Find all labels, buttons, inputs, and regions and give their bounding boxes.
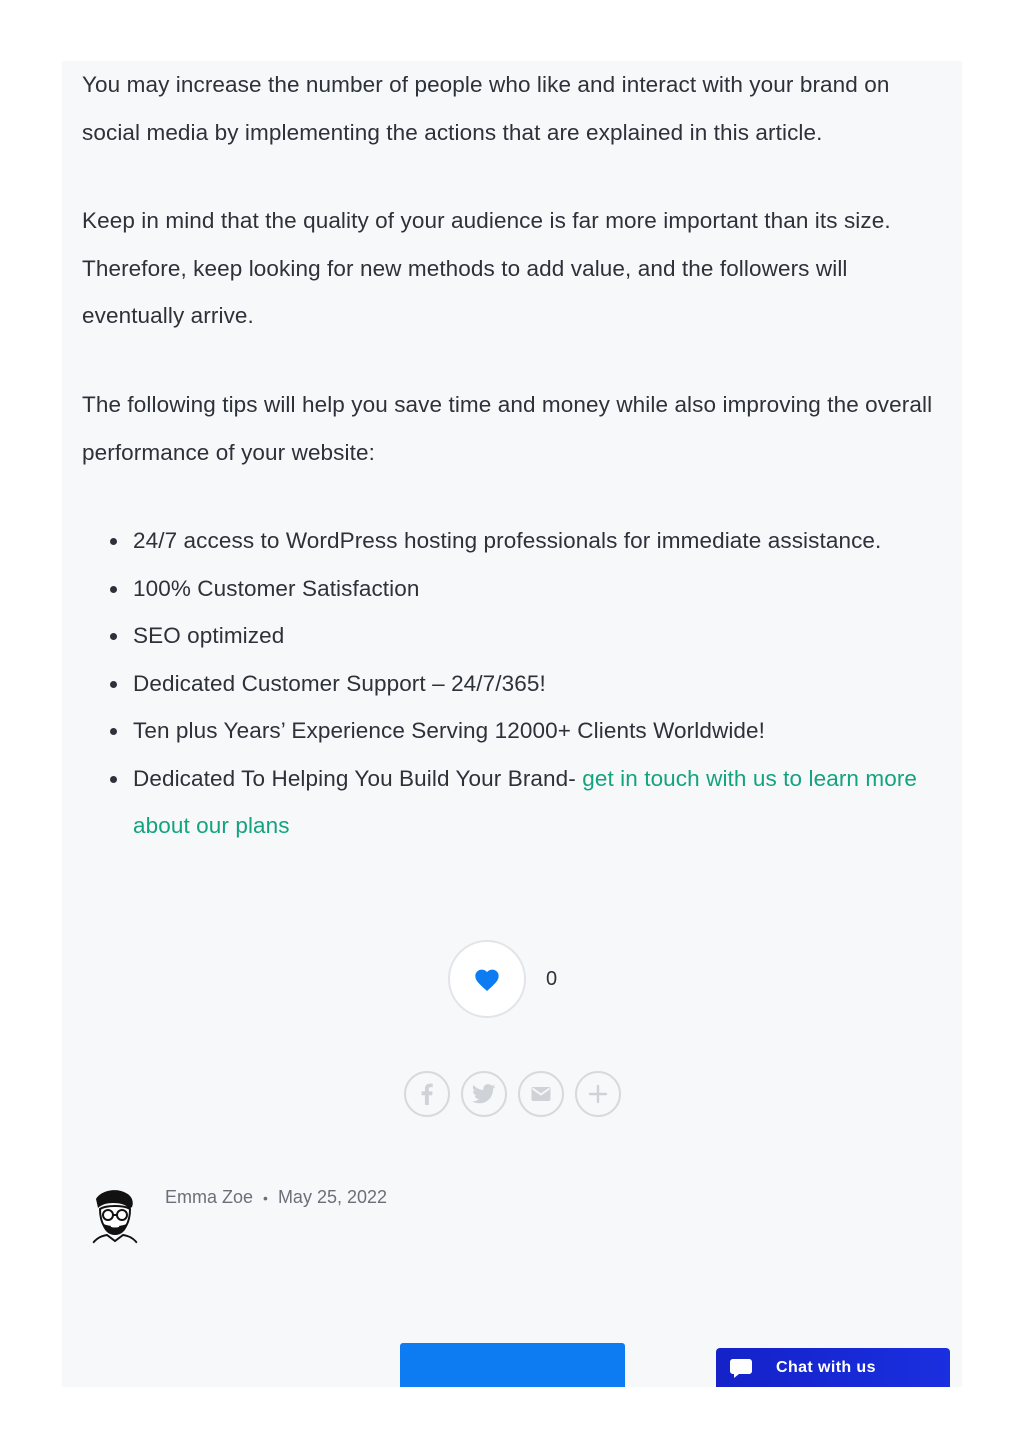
heart-icon [473, 966, 501, 992]
share-twitter-button[interactable] [461, 1071, 507, 1117]
meta-separator: • [263, 1189, 268, 1206]
email-icon [531, 1086, 551, 1102]
list-item [133, 517, 953, 565]
author-avatar-icon [82, 1185, 148, 1251]
like-section [448, 940, 557, 1018]
list-item [133, 612, 953, 660]
contact-plans-link[interactable]: get in touch with us to learn more about our plans [133, 765, 918, 838]
chat-widget-button[interactable] [716, 1348, 950, 1387]
share-facebook-button[interactable] [404, 1071, 450, 1117]
tip-text: Dedicated Customer Support – 24/7/365! [133, 670, 546, 696]
list-item [133, 660, 953, 708]
tip-text: Ten plus Years’ Experience Serving 12000+ Clients Worldwide! [133, 718, 765, 743]
primary-action-button[interactable] [400, 1343, 625, 1387]
article-paragraph: You may increase the number of people who like and interact with your brand on social media by implementing the actions that are explained in this article. [82, 72, 890, 145]
tip-text: Dedicated To Helping You Build Your Brand- [133, 765, 583, 791]
chat-label: Chat with us [776, 1358, 876, 1376]
article-paragraph: The following tips will help you save time and money while also improving the overall performance of your website: [82, 392, 933, 465]
tips-list [82, 517, 953, 850]
facebook-icon [420, 1083, 434, 1105]
post-date: May 25, 2022 [277, 1187, 388, 1207]
tip-text: 100% Customer Satisfaction [133, 575, 420, 601]
author-meta [165, 1187, 387, 1208]
share-email-button[interactable] [518, 1071, 564, 1117]
share-buttons [404, 1071, 621, 1117]
tip-text: SEO optimized [133, 623, 285, 648]
twitter-icon [472, 1084, 496, 1104]
share-more-button[interactable] [575, 1071, 621, 1117]
avatar[interactable] [82, 1185, 148, 1251]
like-count: 0 [546, 967, 558, 990]
author-name[interactable]: Emma Zoe [165, 1187, 254, 1207]
list-item [133, 565, 953, 613]
like-button[interactable] [448, 940, 526, 1018]
author-byline [82, 1185, 387, 1251]
article-paragraph: Keep in mind that the quality of your audience is far more important than its size. Therefore, keep looking for new methods to add value, and the followers will eventually arrive. [82, 208, 891, 328]
list-item [133, 707, 953, 755]
tip-text: 24/7 access to WordPress hosting professionals for immediate assistance. [133, 528, 882, 553]
plus-icon [588, 1084, 608, 1104]
article-card [62, 61, 962, 1387]
chat-bubble-icon [728, 1355, 754, 1381]
list-item [133, 755, 953, 850]
